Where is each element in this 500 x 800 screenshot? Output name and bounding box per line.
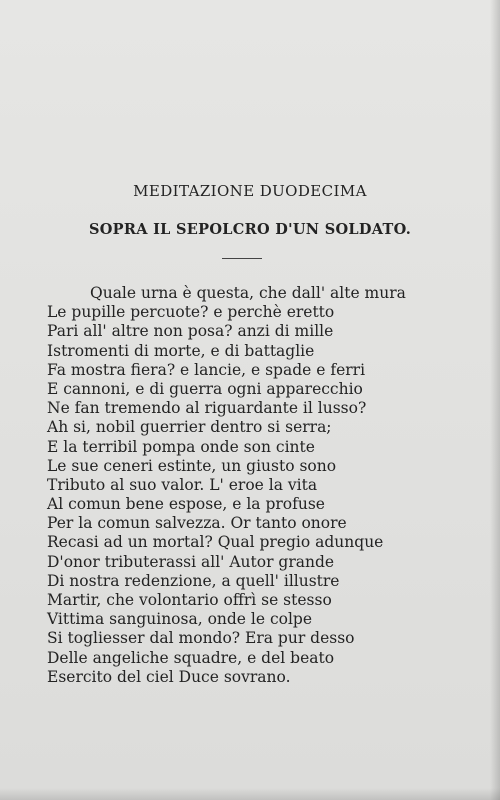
poem-line: Si togliesser dal mondo? Era pur desso [47, 629, 355, 648]
poem-line: Vittima sanguinosa, onde le colpe [47, 610, 313, 629]
poem-text [47, 284, 406, 687]
poem-line: Esercito del ciel Duce sovrano. [47, 667, 291, 686]
chapter-title: MEDITAZIONE DUODECIMA [133, 182, 367, 200]
poem-line: D'onor tributerassi all' Autor grande [47, 552, 335, 571]
poem-line: Ne fan tremendo al riguardante il lusso? [47, 399, 367, 418]
poem-line: Le pupille percuote? e perchè eretto [47, 303, 335, 322]
title-divider [222, 258, 262, 259]
page-bottom-shadow [0, 788, 500, 800]
poem-line: Pari all' altre non posa? anzi di mille [47, 322, 334, 341]
poem-line: Recasi ad un mortal? Qual pregio adunque [47, 533, 384, 552]
poem-line: Per la comun salvezza. Or tanto onore [47, 514, 347, 533]
poem-line: Fa mostra fiera? e lancie, e spade e ferri [47, 360, 366, 379]
poem-line: Delle angeliche squadre, e del beato [47, 648, 335, 667]
poem-line: E cannoni, e di guerra ogni apparecchio [47, 379, 363, 398]
poem-line: Di nostra redenzione, a quell' illustre [47, 571, 340, 590]
poem-line: Martir, che volontario offrì se stesso [47, 591, 332, 609]
poem-line: Ah si, nobil guerrier dentro si serra; [47, 418, 332, 437]
poem-line: Le sue ceneri estinte, un giusto sono [47, 456, 337, 475]
poem-line: Quale urna è questa, che dall' alte mura [90, 284, 406, 302]
section-subtitle: SOPRA IL SEPOLCRO D'UN SOLDATO. [88, 221, 412, 238]
poem-line: E la terribil pompa onde son cinte [47, 437, 315, 456]
poem-line: Istromenti di morte, e di battaglie [47, 341, 315, 360]
poem-line: Tributo al suo valor. L' eroe la vita [47, 475, 318, 494]
page-edge-shadow [490, 0, 500, 800]
poem-line: Al comun bene espose, e la profuse [47, 495, 325, 514]
